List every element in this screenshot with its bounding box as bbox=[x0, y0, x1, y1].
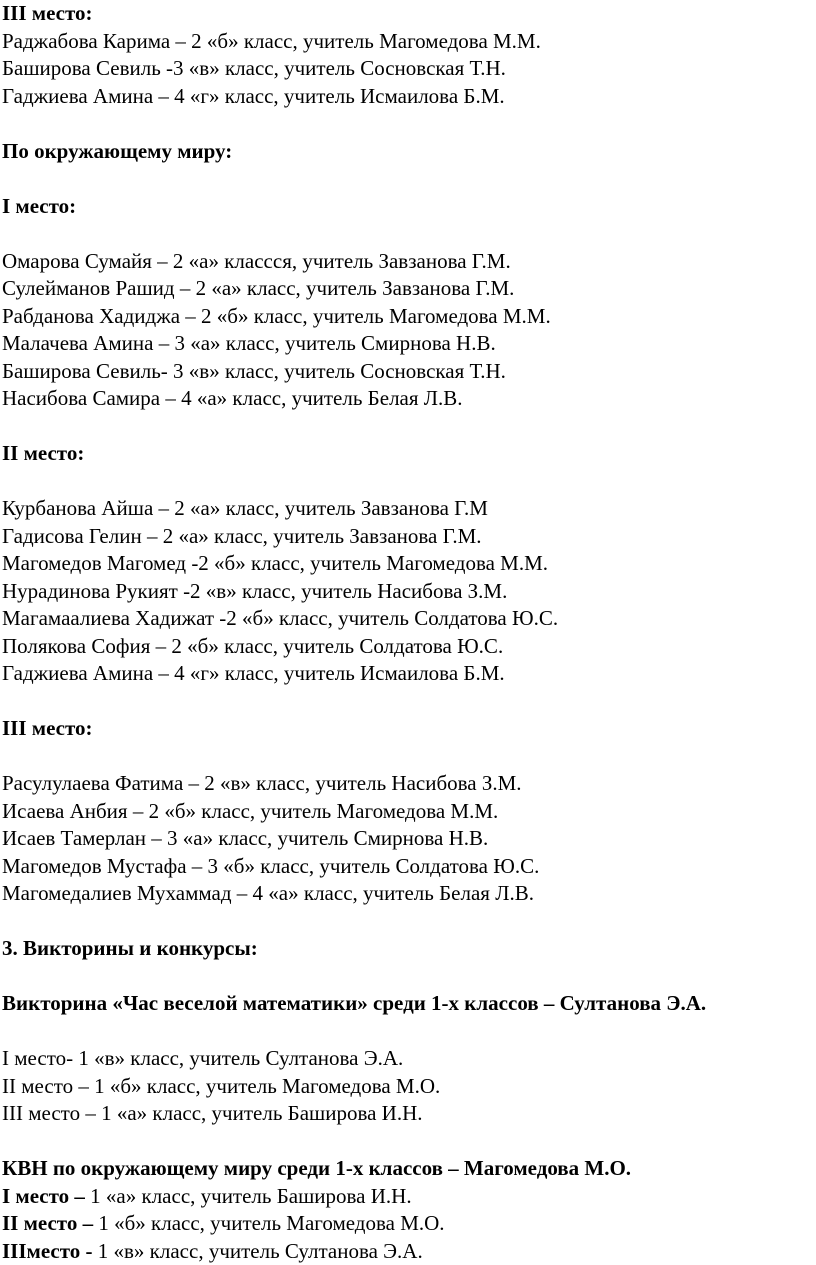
list-item: Курбанова Айша – 2 «а» класс, учитель Завзанова Г.М bbox=[2, 495, 812, 523]
list-item: Расулулаева Фатима – 2 «в» класс, учитель Насибова З.М. bbox=[2, 770, 812, 798]
list-item: III место – 1 «а» класс, учитель Баширова И.Н. bbox=[2, 1100, 812, 1128]
list-item: Раджабова Карима – 2 «б» класс, учитель Магомедова М.М. bbox=[2, 28, 812, 56]
place-heading: II место: bbox=[2, 440, 812, 468]
list-item: Нурадинова Рукият -2 «в» класс, учитель Насибова З.М. bbox=[2, 578, 812, 606]
list-item: Магомедов Магомед -2 «б» класс, учитель Магомедова М.М. bbox=[2, 550, 812, 578]
list-item: Полякова София – 2 «б» класс, учитель Солдатова Ю.С. bbox=[2, 633, 812, 661]
list-item: Магамаалиева Хадижат -2 «б» класс, учитель Солдатова Ю.С. bbox=[2, 605, 812, 633]
place-text: 1 «б» класс, учитель Магомедова М.О. bbox=[93, 1211, 444, 1235]
place-heading: I место: bbox=[2, 193, 812, 221]
list-item: Сулейманов Рашид – 2 «а» класс, учитель Завзанова Г.М. bbox=[2, 275, 812, 303]
section-heading: III место: bbox=[2, 0, 812, 28]
quiz-heading: КВН по окружающему миру среди 1-х классов – Магомедова М.О. bbox=[2, 1155, 812, 1183]
place-label: IIIместо - bbox=[2, 1239, 93, 1263]
list-item: I место- 1 «в» класс, учитель Султанова Э.А. bbox=[2, 1045, 812, 1073]
section-heading: 3. Викторины и конкурсы: bbox=[2, 935, 812, 963]
document-page bbox=[2, 0, 812, 1265]
place-text: 1 «а» класс, учитель Баширова И.Н. bbox=[85, 1184, 412, 1208]
list-item: Баширова Севиль -3 «в» класс, учитель Сосновская Т.Н. bbox=[2, 55, 812, 83]
place-text: 1 «в» класс, учитель Султанова Э.А. bbox=[93, 1239, 423, 1263]
quiz-heading: Викторина «Час веселой математики» среди 1-х классов – Султанова Э.А. bbox=[2, 990, 812, 1018]
list-item: Насибова Самира – 4 «а» класс, учитель Белая Л.В. bbox=[2, 385, 812, 413]
list-item: Магомедалиев Мухаммад – 4 «а» класс, учитель Белая Л.В. bbox=[2, 880, 812, 908]
subject-heading: По окружающему миру: bbox=[2, 138, 812, 166]
list-item: Исаев Тамерлан – 3 «а» класс, учитель Смирнова Н.В. bbox=[2, 825, 812, 853]
list-item: Гаджиева Амина – 4 «г» класс, учитель Исмаилова Б.М. bbox=[2, 83, 812, 111]
list-item: II место – 1 «б» класс, учитель Магомедова М.О. bbox=[2, 1073, 812, 1101]
place-label: I место – bbox=[2, 1184, 85, 1208]
list-item: Рабданова Хадиджа – 2 «б» класс, учитель Магомедова М.М. bbox=[2, 303, 812, 331]
list-item bbox=[2, 1238, 812, 1265]
list-item: Гадисова Гелин – 2 «а» класс, учитель Завзанова Г.М. bbox=[2, 523, 812, 551]
list-item bbox=[2, 1210, 812, 1238]
list-item bbox=[2, 1183, 812, 1211]
list-item: Омарова Сумайя – 2 «а» классся, учитель Завзанова Г.М. bbox=[2, 248, 812, 276]
place-label: II место – bbox=[2, 1211, 93, 1235]
list-item: Магомедов Мустафа – 3 «б» класс, учитель Солдатова Ю.С. bbox=[2, 853, 812, 881]
list-item: Исаева Анбия – 2 «б» класс, учитель Магомедова М.М. bbox=[2, 798, 812, 826]
list-item: Малачева Амина – 3 «а» класс, учитель Смирнова Н.В. bbox=[2, 330, 812, 358]
place-heading: III место: bbox=[2, 715, 812, 743]
list-item: Баширова Севиль- 3 «в» класс, учитель Сосновская Т.Н. bbox=[2, 358, 812, 386]
list-item: Гаджиева Амина – 4 «г» класс, учитель Исмаилова Б.М. bbox=[2, 660, 812, 688]
